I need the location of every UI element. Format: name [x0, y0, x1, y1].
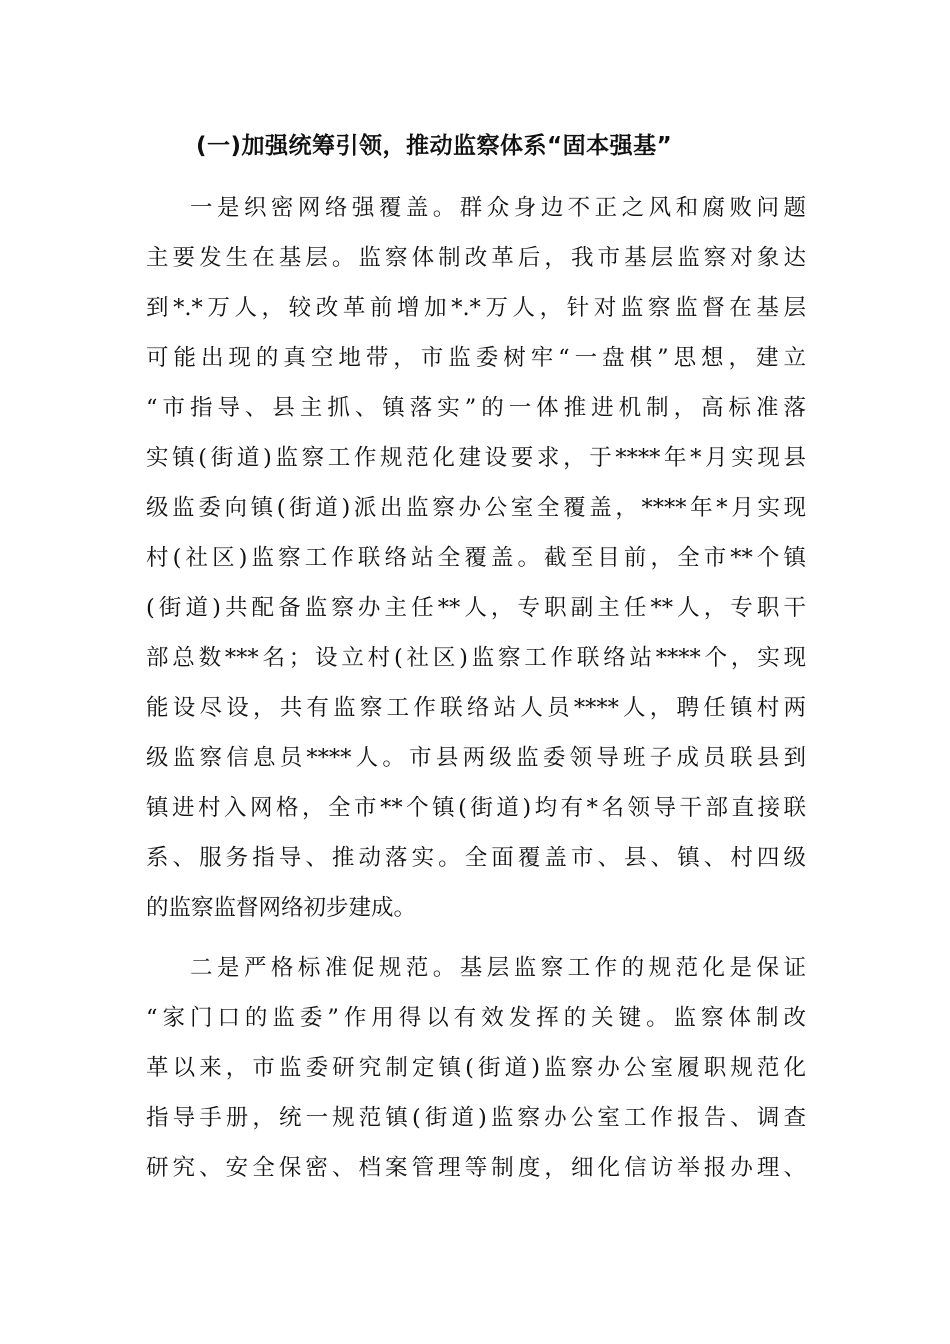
- paragraph-standards: [146, 943, 806, 1193]
- paragraph-line: 级监委向镇(街道)派出监察办公室全覆盖，****年*月实现: [146, 495, 806, 521]
- paragraph-line: 主要发生在基层。监察体制改革后，我市基层监察对象达: [146, 245, 806, 271]
- paragraph-line: 的监察监督网络初步建成。: [146, 895, 417, 921]
- paragraph-line: 实镇(街道)监察工作规范化建设要求，于****年*月实现县: [146, 445, 806, 471]
- paragraph-line: 革以来，市监委研究制定镇(街道)监察办公室履职规范化: [146, 1055, 806, 1081]
- paragraph-network-coverage: [146, 183, 806, 933]
- paragraph-line: 到*.*万人，较改革前增加*.*万人，针对监察监督在基层: [146, 295, 806, 321]
- paragraph-line: 级监察信息员****人。市县两级监委领导班子成员联县到: [146, 745, 806, 771]
- paragraph-line: 可能出现的真空地带，市监委树牢“一盘棋”思想，建立: [146, 345, 806, 371]
- paragraph-line: 系、服务指导、推动落实。全面覆盖市、县、镇、村四级: [146, 845, 806, 871]
- paragraph-line: 指导手册，统一规范镇(街道)监察办公室工作报告、调查: [146, 1105, 806, 1131]
- paragraph-line: 二是严格标准促规范。基层监察工作的规范化是保证: [190, 955, 806, 981]
- paragraph-line: (街道)共配备监察办主任**人，专职副主任**人，专职干: [146, 595, 806, 621]
- paragraph-line: 一是织密网络强覆盖。群众身边不正之风和腐败问题: [190, 195, 806, 221]
- paragraph-line: 村(社区)监察工作联络站全覆盖。截至目前，全市**个镇: [146, 545, 806, 571]
- paragraph-line: 部总数***名；设立村(社区)监察工作联络站****个，实现: [146, 645, 806, 671]
- paragraph-line: “市指导、县主抓、镇落实”的一体推进机制，高标准落: [146, 395, 806, 421]
- paragraph-line: 镇进村入网格，全市**个镇(街道)均有*名领导干部直接联: [146, 795, 806, 821]
- section-heading: (一)加强统筹引领，推动监察体系“固本强基”: [196, 133, 673, 159]
- paragraph-line: 研究、安全保密、档案管理等制度，细化信访举报办理、: [146, 1155, 806, 1181]
- paragraph-line: 能设尽设，共有监察工作联络站人员****人，聘任镇村两: [146, 695, 806, 721]
- paragraph-line: “家门口的监委”作用得以有效发挥的关键。监察体制改: [146, 1005, 806, 1031]
